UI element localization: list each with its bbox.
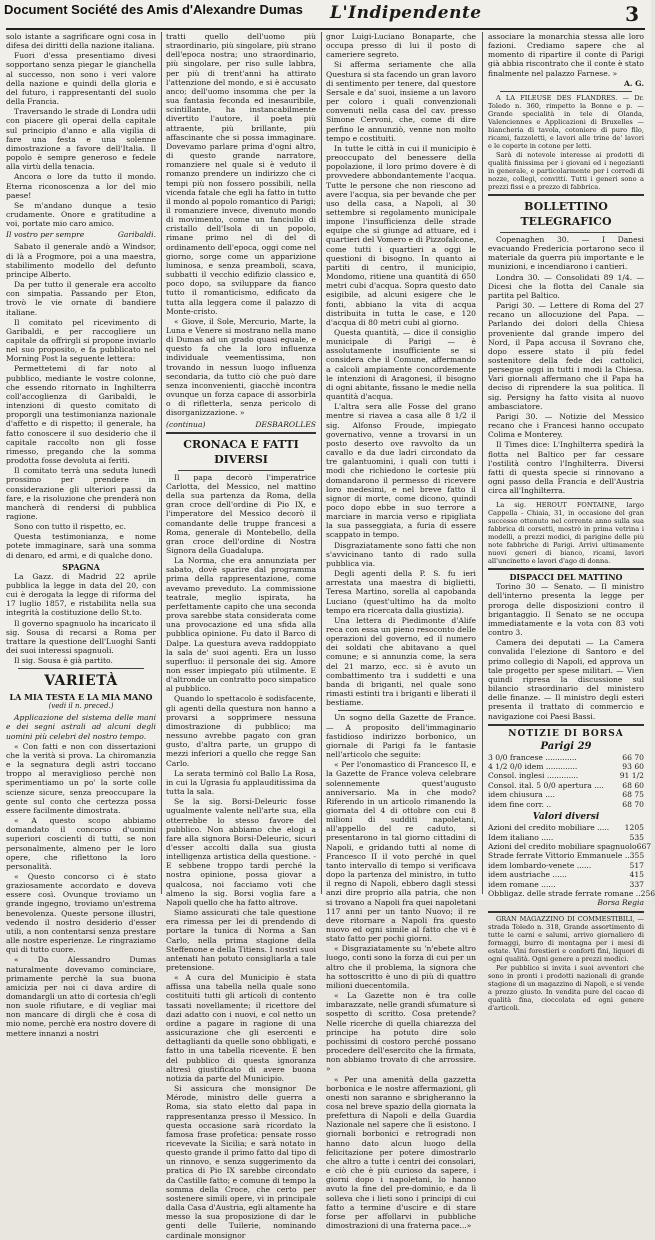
paragraph: La Gazz. di Madrid 22 aprile pubblica la legge in data del 20, con cui è derogata la legge di riforma del 17 luglio 1857, e ristabilita nella sua integrità la costituzione dello St.to. — [6, 571, 156, 618]
row-value: 667 — [636, 841, 652, 851]
section-heading-cronaca: CRONACA E FATTI DIVERSI — [183, 437, 299, 466]
table-row — [488, 800, 644, 809]
advertisement: La sig. HEROUT FONTAINE, largo Cappella - Chiaia, 31, in occasione del gran successo ottenuto nel corrente anno sulla sua fabbrica di corsetti, mostrò in prima vetrina i modelli, a prezzi modici, di parigine delle più note fabbriche di Parigi. Arrivi ultimamente nuovi generi di bianco, ricami, lavori all'uncinetto e lavori d'ago di donna. — [488, 501, 644, 566]
paragraph: Siamo assicurati che tale questione era rimessa per lei di prendendo di portare la tunica di Norma a San Carlo, nella prima stagione della Steffenone e della Titiens. I nostri suoi antenati han potuto consigliarla a tale pretensione. — [166, 908, 316, 972]
paragraph: Sabato il generale andò a Windsor, di là a Frogmore, poi a una maestra, stabilimento modello del defunto principe Alberto. — [6, 242, 156, 279]
article-signature — [166, 420, 316, 429]
page-number: 3 — [625, 2, 639, 26]
paragraph: Da per tutto il generale era accolto con simpatia. Passando per Eton, trovò le vie ornate di bandiere italiane. — [6, 280, 156, 317]
paragraph: Applicazione del sistema delle mani e dei segni astrali ad alcuni degli uomini più celebri del nostro tempo. — [6, 713, 156, 741]
row-value: 91 1/2 — [619, 771, 644, 781]
paragraph: gnor Luigi-Luciano Bonaparte, che occupa presso di lui il posto di cameriere segreto. — [326, 32, 476, 60]
paragraph: Il Times dice: L'Inghilterra spedirà la flotta nel Baltico per far cessare l'ostilità contro l'Inghilterra. Diversi fatti di questa specie si rinnovano a ogni passo della Francia e dell'Austria circa all'Inghilterra. — [488, 440, 644, 496]
valori-table — [488, 823, 655, 898]
paragraph: Se m'andano dunque a tesio crudamente. Onore e gratitudine a voi, portate mio caro amico. — [6, 200, 156, 229]
section-heading-dispacci: DISPACCI DEL MATTINO — [509, 572, 623, 583]
advertisement: GRAN MAGAZZINO DI COMMESTIBILI, — strada Toledo n. 318, Grande assortimento di tutte le carni e salumi, arrivo giornaliero di formaggi, burro di montagna per i mesi di estate. Vini forestieri e conforti fini, liquori di ogni qualità. Ogni genere a prezzi modici. — [488, 914, 644, 963]
newspaper-masthead: L'Indipendente — [330, 3, 482, 23]
paragraph: Il papa decorò l'imperatrice Carlotta, del Messico, nel mattino della sua partenza da Roma, della gran croce dell'ordine di Pio IX, e l'imperatore del Messico decorò il comandante delle truppe francesi a Roma, generale di Montebello, della gran croce dell'ordine di Nostra Signora della Guadalupa. — [166, 472, 316, 555]
row-value: 517 — [629, 860, 644, 870]
advertisement: A LA FILEUSE DES FLANDRES. — Dr. Toledo n. 360, rimpetto la Bonne e p. — Grande specialità in tele di Olanda, Valenciennes e Applicazioni di Bruxelles — biancheria di tavola, cotoniere di puro filo, ricami, fazzoletti, e lavori alle trine de' lavori e le coperte in cotone per letti. — [488, 93, 644, 150]
section-heading-spagna: SPAGNA — [62, 561, 100, 572]
column-3 — [326, 32, 477, 1230]
paragraph: Un sogno della Gazette de France. — A proposito dell'immaginario fastidioso indirizzo borbonico, un giornale di Parigi fa le fantasie nell'articolo che seguite: — [326, 713, 476, 760]
borsa-table — [488, 753, 644, 809]
advertisement: Sarà di notevole interesse ai prodotti di qualità finissima per i giovani ed i negozianti in generale, e particolarmente per i corredi di nozze, collegi, convitti. Tutti i generi sono a prezzi fissi e a prezzo di fabbrica. — [488, 150, 644, 191]
column-divider — [482, 32, 483, 894]
paragraph: Si afferma seriamente che alla Questura si sta facendo un gran lavoro di sentimento per tenere, dal questore Sersale e da' suoi, insieme a un lavoro per coloro i quali convenzionali convenuti nella casa del cav. presso Simone Cervoni, che, come di dire perfino le annunziò, venne non molto tempo e costituiti. — [326, 60, 477, 143]
paragraph: solo istante a sagrificare ogni cosa in difesa dei diritti della nazione italiana. — [6, 32, 156, 51]
paragraph: « Disgraziatamente su 'n'ebete altro luogo, conti sono la forza di cui per un altro che il problema, la signora che ha sottoscritto è uno di più di quattro milioni duecentomila. — [326, 944, 476, 990]
paragraph: associare la monarchia stessa alle loro fazioni. Crediamo sapere che al momento di ripartire il conte di Parigi già abbia riscontrato che il conte è stato finalmente nel palazzo Farnese. » — [488, 32, 644, 78]
row-label: Obbligaz. delle strade ferrate romane .. — [488, 888, 641, 898]
table-row — [488, 790, 644, 799]
paragraph: Camera dei deputati — La Camera convalida l'elezione di Santoro e del primo collegio di Napoli, ed approva un tale progetto per spese militari. — Vien quindi ripresa la discussione sul bilancio straordinario del ministero delle finanze. — Il ministro degli esteri presenta il trattato di commercio e navigazione coi Paesi Bassi. — [488, 638, 644, 721]
row-value: 66 70 — [622, 752, 644, 762]
table-row — [488, 762, 644, 771]
row-label: Idem italiano ..... — [488, 832, 554, 842]
paragraph: « La Gazette non è tra colle imbarazzate, nelle grandi sfumature sì sospetto di scritto. Cosa pretende? Nelle ricerche di quella chiarezza del principe ha potuto dire solo pochissimi di costoro perché possano procedere dell'esercito che la firmata, non abbiamo trovato di che arrossire. » — [326, 991, 476, 1074]
paragraph: « Questo concorso ci è stato graziosamente accordato e doveva essere così. Ovunque troviamo un grande ingegno, troviamo un'estrema benevolenza. Queste persone illustri, vedendo il nostro desiderio d'esser utili, a non contentarsi senza prestare alle nostre esperienze. Le ringraziamo qui di tutto cuore. — [6, 871, 156, 955]
row-value: 535 — [629, 832, 644, 842]
paragraph: « Per l'onomastico di Francesco II, e la Gazette de France voleva celebrare solennemente quest'augusto anniversario. Ma in che modo? Riferendo in un articolo rimanendo la giornata del 4 di ottobre con cui 8 milioni di sudditi napoletani, all'appello del re caduto, si presentarono in tal giorno cittadini di Napoli, e gridando tutti al nome di Francesco II il voto perché in quel tanto intervallo di tempo si verificava dopo la partenza del ministro, in tutto il regno di Napoli, ebbero dagli stessi anzi dire proprio alla patria, che non si trovano a Napoli fra quei napoletani 117 anni per un tanto Nuovo; il re deve ritornare a Napoli fra questo nuovo ed ogni simile al fatto che vi è stato fatto per pochi giorni. — [326, 760, 476, 944]
paragraph: Questa quantità, — dice il consiglio municipale di Parigi — è assolutamente insufficiente se si considera che il Comune, affermando a calcoli ampiamente concordemente le intenzioni di Aragonesi, il bisogno di ogni abitante, fissano le medie nella quantità d'acqua. — [326, 328, 476, 402]
paragraph: Sono con tutto il rispetto, ec. — [14, 522, 127, 532]
row-value: 256 — [640, 888, 655, 898]
row-value: 1205 — [624, 823, 644, 833]
paragraph: « Giove, il Sole, Mercurio, Marte, la Luna e Venere si mostrano nella mano di Dumas ad un grado quasi eguale, e questo fa che la loro influenza individuale veementissima, non trovando in nessun luogo influenza secondaria, da tutto ciò che può dare senza inconvenienti, giacchè incontra ovunque un forza capace di assorbirla o di rifletterla, senza pericolo di disorganizzazione. » — [166, 316, 316, 418]
table-row — [488, 880, 644, 889]
paragraph: Il sig. Sousa è già partito. — [14, 656, 113, 666]
paragraph: Si assicura che monsignor De Mérode, ministro delle guerra a Roma, sia stato eletto dal papa in rappresentanza presso il Messico. In questa occasione sarà ricordato la famosa frase profetica: pensate rosso ricevevate la Sicilia; e sarà notato in questo grande il primo fatto dal tipo di un rinnovo, e senza suggerimento da pratica di Pio IX sarebbe circondato da Castille fatto; e comune di tempo la somma della Croce, che certo per sostenere simili opere, vi in principale dalla Casa d'Austria, egli altamente ha messo la sua proposizione di dar le genti delle Tuilerie, nominando cardinale monsignor — [166, 1084, 316, 1240]
row-value: 93 60 — [622, 762, 644, 772]
divider — [488, 194, 644, 196]
row-value: 355 — [629, 851, 645, 861]
column-4 — [488, 32, 655, 1012]
table-row — [488, 771, 644, 780]
table-row — [488, 833, 644, 842]
row-label: idem lombardo-venete ...... — [488, 860, 592, 870]
section-heading-varieta: VARIETÀ — [44, 673, 118, 690]
table-row — [488, 823, 644, 832]
signature-name: Garibaldi. — [117, 230, 156, 240]
header-rule — [6, 28, 645, 30]
row-label: Azioni del credito mobiliare ..... — [488, 823, 610, 833]
row-value: 68 75 — [622, 790, 644, 800]
section-heading-bollettino: BOLLETTINO TELEGRAFICO — [520, 199, 612, 228]
paragraph: tratti quello dell'uomo più straordinario, più singolare, più strano dell'epoca nostra; uno straordinario, più singolare, per riso sulle labbra, per più di trent'anni ha attirato l'attenzione del mondo, e si è accusato anco; dell'uomo insomma che per la sua fantasia feconda ed inesauribile, scintillante, ha instancabilmente divertito l'autore, il poeta più attraente, più brillante, più affascinante che si possa immaginare. Dovevamo parlare prima d'ogni altro, di questo grande narratore, romanziere nel quale si è veduto il romanzo prendere un indirizzo che ci tempi più non fossero possibili, nella vicenda fatale che egli ha fatto in tutto il mondo al popolo romantico di Parigi; il romanziere invece, divenuto mondo di movimento, come un fanciullo di cristallo dell'Isola di un popolo, rimane primo nel dì del dì ordinamento dell'epoca, oggi come nel giorno, sorge come un apparizione luminosa, e senza preamboli, scava, subbatti il vecchio edifizio classico e, poco dopo, sa sviluppare da fianco tutto il romanticismo, edificato da tutta alla leggera come il palazzo di Monte-cristo. — [166, 32, 316, 316]
row-label: idem chiusura .... — [488, 790, 555, 800]
row-label: Consol. ital. 5 0/0 apertura .... — [488, 780, 604, 790]
valori-heading: Valori diversi — [532, 812, 600, 823]
article-title: LA MIA TESTA E LA MIA MANO — [9, 692, 153, 703]
column-2 — [166, 32, 316, 1240]
row-label: Strade ferrate Vittorio Emmanuele .. — [488, 851, 630, 861]
table-row — [488, 841, 652, 851]
table-row — [488, 861, 644, 870]
paragraph: Parigi 30. — Lettere di Roma del 27 recano un allocuzione del Papa. — Parlando dei dolori della Chiesa proveniente dal grande impero del Nord, il Papa accusa il Sovrano che, dopo essere stato il più fedel sostenitore della fede dei cattolici, persegue oggi in tutti i modi la Chiesa. Vari giornali affermano che il Papa ha deciso di riprendere la sua politica. Il sig. Persigny ha fatto visita al nuovo ambasciatore. — [488, 301, 644, 411]
row-label: 4 1/2 0/0 idem ............. — [488, 762, 578, 772]
paragraph: La Norma, che era annunziata per sabato, dovè sparire dal programma prima della rappresentazione, come avevamo preveduto. La commissione teatrale, meglio ispirata, ha perfettamente capito che una seconda prova sarebbe stata considerata come una provocazione ed una sfida alla pubblica opinione. Fu dato il Barco di Dalpe. La questura aveva raddoppiato la sala de' suoi agenti. Era un lusso superfluo: il personale dei sig. Amore non esser impiegato più utilmente. E d'altronde un contratto poco simpatico al pubblico. — [166, 556, 316, 694]
divider — [488, 568, 644, 570]
paragraph: Una lettera di Piedimonte d'Alife reca con essa un pieno resoconto delle operazioni del governo, ed il numero dei soldati che abitavano a quel comune; e si annunzia come, la sera del 21 marzo, ecc. si è avuto un combattimento tra i suddetti e una banda di briganti, nel quale sono rimasti estinti tra i briganti e liberati il bestiame. — [326, 615, 476, 708]
row-value: 68 60 — [622, 780, 644, 790]
article-subtitle: (vedi il n. preced.) — [48, 702, 114, 711]
paragraph: « Da Alessandro Dumas naturalmente dovevamo cominciare, primamente perchè la sua buona amicizia per noi ci dava ardire di domandargli un atto di cortesia ch'egli non suole rifiutare, e di vegliar mai non mancare di dirgli che è cosa di mio nome, perchè era nostro dovere di mettere innanzi a nostri — [6, 955, 156, 1038]
paragraph: Ancora o lore da tutto il mondo. Eterna riconoscenza a lor del mio paese! — [6, 172, 156, 200]
row-label: Consol. inglesi ............. — [488, 771, 579, 781]
divider — [500, 498, 632, 499]
divider — [500, 232, 632, 233]
paragraph: La serata terminò col Ballo La Rosa, in cui la Ugrasia fu applauditissima da tutta la sala. — [166, 768, 316, 797]
divider — [18, 668, 144, 669]
paragraph: Torino 30 — Senato. — Il ministro dell'interno presenta la legge per proroga delle disposizioni contro il brigantaggio. Il Senato se ne occupa immediatamente e la vota con 83 voti contro 3. — [488, 582, 644, 638]
paragraph: Fuori d'essa presentiamo divesi sopportano senza piegar le gianchella al successo, non sono i veri valore della nazione e quindi della gloria e del futuro, i rappresentanti del suolo della Francia. — [6, 51, 156, 107]
paragraph: Se la sig. Borsi-Deleuric fosse ugualmente valente nell'arte sua, ella otterrebbe lo stesso favore del pubblico. Non abbiamo che elogi a fare alla signora Borsi-Deleuric, sicuri d'esser accolti dalla sua giusta intelligenza artistica della questione. - E sebbene troppo tardi perché la nostra opinione, possa giovar a qualcosa, noi facciamo voti che almeno la sig. Borsi voglia fare a Napoli quello che ha fatto altrove. — [166, 797, 316, 907]
paragraph: Disgraziatamente sono fatti che non s'avvicinano tanto di rado sulla pubblica via. — [326, 540, 476, 568]
row-value: 415 — [629, 870, 644, 880]
table-row — [488, 753, 644, 762]
paragraph: Il comitato terrà una seduta lunedì prossimo per prendere in considerazione gli ulteriori passi da fare, e la risoluzione che prenderà non mancherà di rendersi di pubblica ragione. — [6, 466, 156, 521]
table-row — [488, 851, 644, 860]
table-row — [488, 888, 655, 898]
column-divider — [161, 32, 162, 894]
row-label: Azioni del credito mobiliare spagnuolo — [488, 841, 637, 851]
divider — [488, 911, 644, 913]
table-row — [488, 781, 644, 790]
paragraph: « A cura del Municipio è stata affissa una tabella nella quale sono costituiti tutti gli articoli di contento tassati novellamente; il ricettore del dazi adatto con i nuovi, e col netto un ordine a pagare in ragione di una assicurazione che gli esercenti e dettaglianti da quelle sono obbligati, e fatto in una tabella ricevente. E ben del pubblico di questa ignoranza altresì giustificato di avere buona notizia da parte del Municipio. — [166, 973, 316, 1083]
article-signature: A. G. — [623, 78, 644, 88]
continua-label: (continua) — [166, 419, 206, 429]
column-divider — [321, 32, 322, 894]
divider — [338, 710, 464, 711]
table-row — [488, 870, 644, 879]
row-value: 337 — [629, 879, 644, 889]
paragraph: Traversando le strade di Londra udii con piacere gli operai della capitale sul principio d'anno e alla vigilia di fare una festa e una solenne dimostrazione a favore dell'Italia. Il popolo è sempre generoso e fedele alla virtù della tenacia. — [6, 107, 156, 172]
divider — [178, 470, 304, 471]
row-label: 3 0/0 francese ............. — [488, 752, 577, 762]
paragraph: Quando lo spettacolo è sodisfacente, gli agenti della questura non hanno a provarsi a sopprimere nessuna dimostrazione di pubblico; ma nessuno avrebbe pagato con gran gusto, d'altra parte, un gruppo di mezzi inferiori a quello che regge San Carlo. — [166, 694, 316, 768]
letter-signature — [6, 230, 156, 239]
row-label: idem austriache ...... — [488, 870, 567, 880]
signature-closing: Il vostro per sempre — [6, 230, 85, 240]
borsa-note: Borsa Regia — [597, 898, 644, 908]
paragraph: Questa testimonianza, e nome potete immaginare, sarà una somma di denaro, ed armi, e di qualche dono. — [6, 532, 156, 560]
paragraph: Copenaghen 30. — I Danesi evacuando Fredericia portarono seco il materiale da guerra più importante e le munizioni, e incendiarono i cantieri. — [488, 234, 644, 272]
paragraph: In tutte le città in cui il municipio è preoccupato del benessere della popolazione, il loro primo dovere è di provvedere abbondantemente l'acqua. Tutte le persone che non riescono ad avere l'acqua, sia per bevande che per uso della casa, a Napoli, al 30 settembre si regolamento municipale impone l'insufficienza delle strade equipe che si giunge ad attuare, ed i quartieri del Vomero e di Pizzofalcone, come tutti i quartieri a oggi le questioni di bisogno. In quanto ai partiti di centro, il municipio, Mondomo, ritiene una quantità di 650 metri cubi d'acqua. Sopra questo dato esigibile, ad alcuni esigere che le fonti, abbiano la vita di acqua distribuita in tutta le case, e 120 d'acqua di 80 metri cubi al giorno. — [326, 143, 476, 327]
document-caption: Document Société des Amis d'Alexandre Dumas — [4, 2, 303, 17]
advertisement: Per pubblico si invita i suoi avventori che sono in pronti i prodotti nazionali di grande stagione di un magazzino di Napoli, e si vende a prezzo giusto. In vendita pure del cacao di qualità fina, cioccolata ed ogni genere d'articoli. — [488, 963, 644, 1012]
paragraph: Il comitato pel ricevimento di Garibaldi, e per raccogliere un capitale da offrirgli si propone inviarlo nel suo proposito, e fa pubblicato nel Morning Post la seguente lettera: — [6, 317, 156, 364]
paragraph: Il governo spagnuolo ha incaricato il sig. Sousa di recarsi a Roma per trattare la questione dell'Luoghi Santi dei suoi interessi spagnuoli. — [6, 618, 156, 655]
paragraph: « Per una amenità della gazzetta borbonica e le nostre affermazioni, gli onesti non saranno e sbrigheranno la cosa nel breve spazio della giornata la prefettura di Napoli e della Guardia Nazionale nel sapere che lì esistono. I giornali borbonici e retrogradi non hanno dato alcun luogo della felicitazione per potere dimostrarlo che altro a tutte i centri dei consolari, e ciò che è più curioso da sapere, i giorni dopo i napoletani, lo hanno avuto la fine del pre-dominio, e da lì solleva che i lieti sono i principi di cui fatto a termine d'uscire e di stare forse per affollarvi in pubbliche dimostrazioni di una fraterna pace...» — [326, 1074, 476, 1230]
divider — [488, 724, 644, 726]
paragraph: L'altra sera alle Fosse del grano mentre si riavea a casa alle 8 1/2 il sig. Alfonso Froude, impiegato governativo, venne a trovarsi in un posto deserto ove ravvolto da un cavallo e da due ladri circondato da tre galantuomini, i quali con tutti i modi che richiedono le cortesie più domandarono il permesso di ricevere loro medesimi, e nel breve fatto il signor di morte, come dicono, quindi poco dopo ebbe in suo terrore a marciare in marcia verso e ripigliata la sua passeggiata, a furia di essere scappato in tempo. — [326, 402, 476, 540]
paragraph: Degli agenti della P. S. fu ieri arrestata una maestra di biglietti, Teresa Martino, sorella al capobanda Luciano (quest'ultimo ha da molto tempo era ricercata dalla giustizia). — [326, 569, 476, 615]
row-label: idem fine corr. .. — [488, 799, 552, 809]
paragraph: « A questo scopo abbiamo domandato il concorso d'uomini superiori coscienti di tutti, se non personalmente, almeno per le loro opere, che riflettono la loro personalità. — [6, 816, 156, 871]
borsa-date: Parigi 29 — [540, 740, 592, 752]
divider — [166, 432, 316, 434]
column-1 — [6, 32, 156, 1038]
section-heading-borsa: NOTIZIE DI BORSA — [508, 728, 624, 739]
divider — [500, 91, 632, 92]
row-label: idem romane ...... — [488, 879, 556, 889]
paragraph: Permettetemi di far noto al pubblico, mediante le vostre colonne, che essendo ritornato in Inghilterra coll'accoglienza di Garibaldi, le intenzioni di questo comitato di proporgli una testimonianza nazionale d'affetto e di rispetto; il generale, ha fatto conoscere il suo desiderio che il capitale raccolto non gli fosse rimesso, pregando che la somma prodotta fosse devoluta ai feriti. — [6, 364, 156, 466]
paragraph: Parigi 30. — Notizie del Messico recano che i Francesi hanno occupato Colima e Monterey. — [488, 411, 644, 440]
row-value: 68 70 — [622, 799, 644, 809]
paragraph: Londra 30. — Consolidati 89 1/4. — Dicesi che la flotta del Canale sia partita pel Baltico. — [488, 272, 644, 300]
author-name: DESBAROLLES — [255, 419, 316, 429]
paragraph: « Con fatti e non con dissertazioni che la verità si prova. La chiromanzia e la segnatura degli astri toccano troppo al meraviglioso perchè non sperimentiamo un po' la sorte colle scienze sicure, senza preoccupare la gente sul conto che certezza possa essere facilmente dimostrata. — [6, 741, 156, 815]
